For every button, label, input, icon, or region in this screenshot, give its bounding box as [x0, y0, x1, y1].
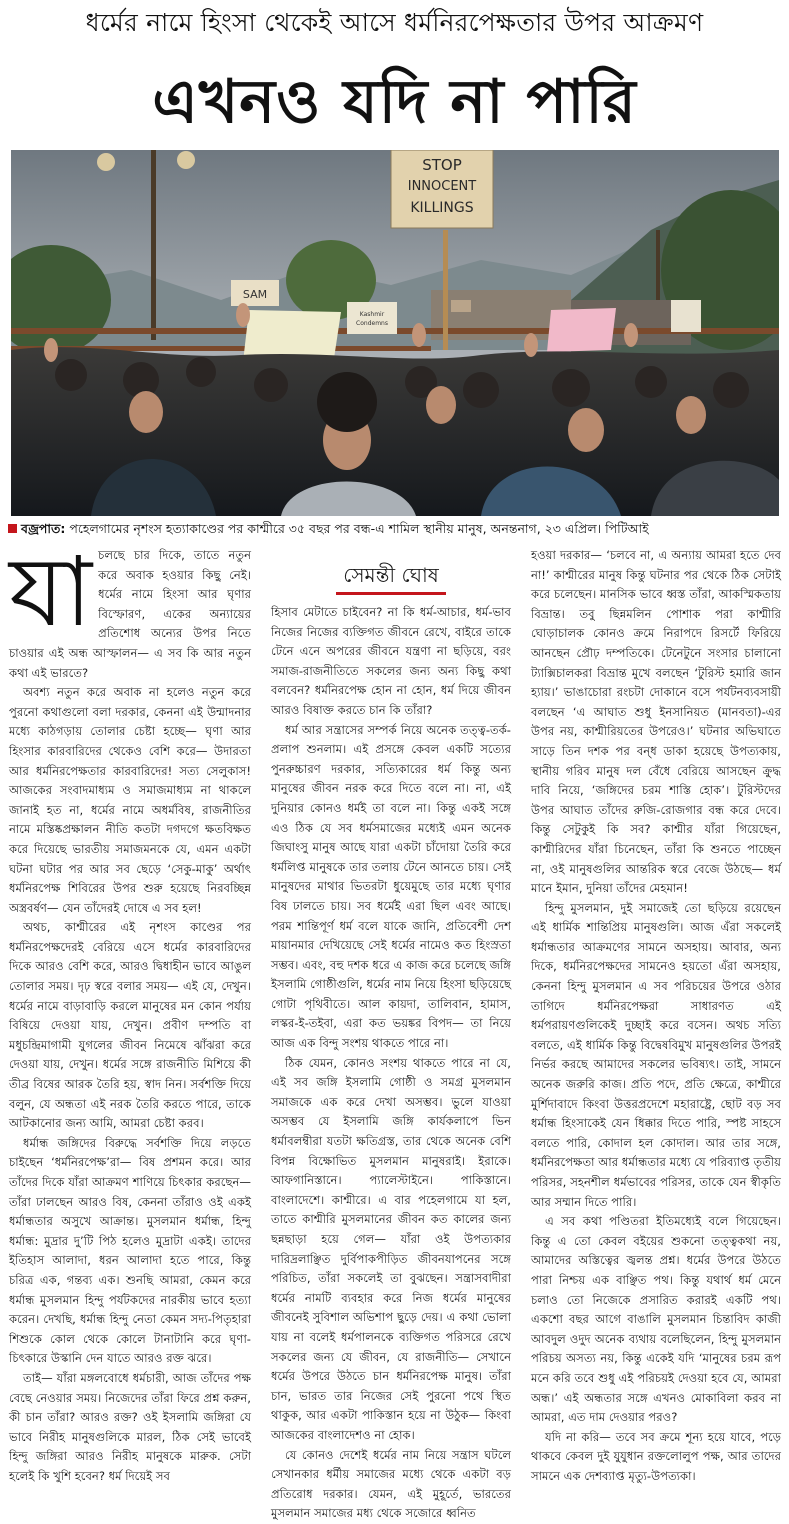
paragraph: অথচ, কাশ্মীরের এই নৃশংস কাণ্ডের পর ধর্মনিরপেক্ষদেরই বেরিয়ে এসে ধর্মের কারবারিদের দিকে আরও বেশি করে, আরও দ্বিধাহীন ভাবে আঙুল তোলার সময়। দৃঢ় স্বরে বলার সময়— এই যে, দেখুন। ধর্মের নামে বাড়াবাড়ি করলে মানুষের মন কোন পর্যায় বিষিয়ে দেওয়া যায়, দেখুন। প্রবীণ দম্পতি বা মধুচন্দ্রিমাগামী যুগলের জীবন নিমেষে ঝাঁঝরা করে দেওয়া যায়, দেখুন। ধর্মের সঙ্গে রাজনীতি মিশিয়ে কী তীব্র বিষের আরক তৈরি হয়, স্বাদ নিন। সর্বশক্তি দিয়ে বলুন, যে অন্ধতা এই নরক তৈরি করতে পারে, তাকে আটকানোর জন্য আমি, আমরা চেষ্টা করব।	[9, 920, 251, 1131]
paragraph: যে কোনও দেশেই ধর্মের নাম নিয়ে সন্ত্রাস ঘটলে সেখানকার ধর্মীয় সমাজের মধ্যে থেকে একটা বড় প্রতিরোধ দরকার। যেমন, এই মুহূর্তে, ভারতের মুসলমান সমাজের মধ্য থেকে সজোরে ধ্বনিত	[271, 1447, 511, 1521]
paragraph: হিসাব মেটাতে চাইবেন? না কি ধর্ম-আচার, ধর্ম-ভাব নিজের নিজের ব্যক্তিগত জীবনে রেখে, বাইরে তাকে টেনে এনে অপরের জীবনে যন্ত্রণা না ছড়িয়ে, বরং সমাজ-রাজনীতিতে সকলের জন্য অন্য কিছু কথা বলবেন? ধর্মনিরপেক্ষ হোন না হোন, ধর্ম দিয়ে জীবন আরও বিষাক্ত করতে চান কি তাঁরা?	[271, 605, 511, 717]
paragraph: ঠিক যেমন, কোনও সংশয় থাকতে পারে না যে, এই সব জঙ্গি ইসলামি গোষ্ঠী ও সমগ্র মুসলমান সমাজকে এক করে দেখা অসম্ভব। ভুলে যাওয়া অসম্ভব যে ইসলামি জঙ্গি কার্যকলাপে ভিন ধর্মাবলম্বীরা যতটা ক্ষতিগ্রস্ত, তার থেকে অনেক বেশি বিপন্ন বিক্ষোভিত মুসলমান মানুষরাই। ইরাকে। আফগানিস্তানে। প্যালেস্টাইনে। পাকিস্তানে। বাংলাদেশে। কাশ্মীরে। এ বার পহেলগামে যা হল, তাতে কাশ্মীরি মুসলমানের জীবন কত কালের জন্য ছন্নছাড়া হয়ে গেল— যাঁরা ওই উপত্যকার দারিদ্রলাঞ্ছিত দুর্বিপাকপীড়িত জীবনযাপনের সঙ্গে পরিচিত, তাঁরা সকলেই তা বুঝছেন। সন্ত্রাসবাদীরা ধর্মের নামটি ব্যবহার করে নিজ ধর্মের মানুষের জীবনেই সুবিশাল অভিশাপ ছুড়ে দেয়। এ কথা ভোলা যায় না বলেই ধর্মপালনকে ব্যক্তিগত পরিসরে রেখে সকলের জন্য যে জীবন, যে রাজনীতি— সেখানে ধর্মের উপরে উঠতে চান ধর্মনিরপেক্ষ মানুষ। তাঁরা চান, ভারত তার নিজের সেই পুরনো পথে স্থিত থাকুক, আর একটা পাকিস্তান হয়ে না উঠুক— কিংবা আজকের বাংলাদেশও না হোক।	[271, 1055, 511, 1442]
headline: এখনও যদি না পারি	[152, 67, 637, 137]
svg-text:SAM: SAM	[242, 288, 268, 301]
paragraph: এ সব কথা পণ্ডিতরা ইতিমধ্যেই বলে গিয়েছেন। কিন্তু এ তো কেবল বইয়ের শুকনো তত্ত্বকথা নয়, আমাদের অস্তিত্বের জ্বলন্ত প্রশ্ন। ধর্মের উপরে উঠতে পারা নিশ্চয় এক বাঞ্ছিত পথ। কিন্তু যথার্থ ধর্ম মেনে চলাও তো নিজেকে প্রসারিত করারই একটি পথ। একশো বছর আগে বাঙালি মুসলমান চিন্তাবিদ কাজী আবদুল ওদুদ অনেক ব্যথায় বলেছিলেন, হিন্দু মুসলমান পরিচয় অসত্য নয়, কিন্তু একেই যদি ‘মানুষের চরম রূপ মনে করি তবে শুধু এই পরিচয়ই দেওয়া হবে যে, আমরা অন্ধ।’ এই অন্ধতার সঙ্গে এখনও মোকাবিলা করব না আমরা, এত দাম দেওয়ার পরও?	[531, 1214, 781, 1425]
photo-caption	[8, 520, 783, 538]
byline-rule	[336, 592, 446, 595]
caption-lead: বজ্রপাত:	[21, 521, 66, 536]
svg-text:Condemns: Condemns	[356, 320, 388, 327]
article-column-3	[531, 546, 781, 1487]
paragraph: হওয়া দরকার— ‘চলবে না, এ অন্যায় আমরা হতে দেব না!’ কাশ্মীরের মানুষ কিন্তু ঘটনার পর থেকে ঠিক সেটাই করে চলেছেন। মানসিক ভাবে ধ্বস্ত তাঁরা, আকস্মিকতায় বিভ্রান্ত। তবু ছিন্নমলিন পোশাক পরা কাশ্মীরি ঘোড়াচালক কোনও ক্রমে নিরাপদে রিসর্টে ফিরিয়ে আনছেন প্রৌঢ় দম্পতিকে। টেনেটুনে সংসার চালানো ট্যাক্সিচালকরা বিভ্রান্ত মুখে বলছেন ‘টুরিস্ট হমারি জান হ্যায়।’ ভাঙাচোরা রংচটা দোকানে বসে পর্যটনব্যবসায়ী বলছেন ‘এ আঘাত শুধু ইনসানিয়ত (মানবতা)-এর উপর নয়, কাশ্মীরিয়তের উপরেও।’ ঘটনার অভিঘাতে সাড়ে তিন দশক পর বন্‌ধ ডাকা হয়েছে উপত্যকায়, স্থানীয় গরিব মানুষ দল বেঁধে বেরিয়ে আসছেন ক্রুদ্ধ দাবি নিয়ে, ‘জঙ্গিদের চরম শাস্তি হোক’। টুরিস্টদের উপর আঘাত তাঁদের রুজি-রোজগার বন্ধ করে দেবে। কিন্তু সেটুকুই কি সব? কাশ্মীর যাঁরা গিয়েছেন, কাশ্মীরিদের যাঁরা চিনেছেন, তাঁরা কি শুনতে পাচ্ছেন না, ওই মানুষগুলির আন্তরিক স্বরে বেজে উঠছে— ধর্ম মানে ইমান, দুনিয়া তাঁদের মেহমান!	[531, 548, 781, 896]
paragraph: হিন্দু মুসলমান, দুই সমাজেই তো ছড়িয়ে রয়েছেন এই ধার্মিক শান্তিপ্রিয় মানুষগুলি। আজ এঁরা সকলেই ধর্মান্ধতার আক্রমণের সামনে অসহায়। আবার, অন্য দিকে, ধর্মনিরপেক্ষদের সামনেও হয়তো এঁরা অসহায়, কেননা হিন্দু মুসলমান এ সব পরিচয়ের উপরে ওঠার তাগিদে ধর্মনিরপেক্ষরা সাধারণত এই ধর্মপরায়ণগুলিকেই দুচ্ছাই করে বসেন। অথচ সত্যি বলতে, এই ধার্মিক কিন্তু বিদ্বেষবিমুখ মানুষগুলির উপরই নির্ভর করছে আমাদের সকলের ভবিষ্যৎ। তাই, সামনে অনেক জরুরি কাজ। প্রতি পদে, প্রতি ক্ষেত্রে, কাশ্মীরে মুর্শিদাবাদে কিংবা উত্তরপ্রদেশে মহারাষ্ট্রে, ছোট বড় সব ধর্মান্ধ হিংসাকেই যেন ধিক্কার দিতে পারি, স্পষ্ট সাহসে বলতে পারি, কোদাল হল কোদাল। আর তার সঙ্গে, ধর্মনিরপেক্ষতা আর ধর্মান্ধতার মধ্যে যে পরিব্যাপ্ত তৃতীয় পরিসর, সহনশীল ধর্মভাবের পরিসর, তাকে যেন স্বীকৃতি আর সম্মান দিতে পারি।	[531, 900, 781, 1209]
svg-text:STOP: STOP	[422, 156, 462, 174]
caption-text: পহেলগামের নৃশংস হত্যাকাণ্ডের পর কাশ্মীরে ৩৫ বছর পর বন্ধ-এ শামিল স্থানীয় মানুষ, অনন্তনাগ, ২৩ এপ্রিল।	[65, 521, 606, 536]
paragraph: চলছে চার দিকে, তাতে নতুন করে অবাক হওয়ার কিছু নেই। ধর্মের নামে হিংসা আর ঘৃণার বিস্ফোরণ, একের অন্যায়ের প্রতিশোধ অন্যের উপর নিতে চাওয়ার এই অন্ধ আস্ফালন— এ সব কি আর নতুন কথা এই ভারতে?	[9, 548, 251, 680]
protest-photo	[11, 150, 779, 516]
paragraph: তাই— যাঁরা মঙ্গলবোধে ধর্মচারী, আজ তাঁদের পক্ষ বেছে নেওয়ার সময়। নিজেদের তাঁরা ফিরে প্রশ্ন করুন, কী চান তাঁরা? আরও রক্ত? ওই ইসলামি জঙ্গিরা যে ভাবে নিরীহ মানুষগুলিকে মারল, ঠিক সেই ভাবেই হিন্দু জঙ্গিরা আরও নিরীহ মানুষকে মারুক. সেটা হলেই কি খুশি হবেন? ধর্ম দিয়েই সব	[9, 1370, 251, 1483]
byline: সেমন্তী ঘোষ	[343, 563, 439, 587]
svg-text:KILLINGS: KILLINGS	[410, 200, 474, 216]
kicker: ধর্মের নামে হিংসা থেকেই আসে ধর্মনিরপেক্ষতার উপর আক্রমণ	[85, 8, 704, 37]
caption-marker	[8, 524, 17, 533]
paragraph: যদি না করি— তবে সব ক্রমে শূন্য হয়ে যাবে, পড়ে থাকবে কেবল দুই যুযুধান রক্তলোলুপ পক্ষ, আর তাদের সামনে এক দেশব্যাপ্ত মৃত্যু-উপত্যকা।	[531, 1429, 781, 1483]
paragraph: ধর্ম আর সন্ত্রাসের সম্পর্ক নিয়ে অনেক তত্ত্ব-তর্ক-প্রলাপ শুনলাম। এই প্রসঙ্গে কেবল একটি সত্যের পুনরুচ্চারণ দরকার, সত্যিকারের ধর্ম কিন্তু অন্য মানুষের জীবন নরক করে দিতে বলে না। না, এই দুনিয়ার কোনও ধর্মই তা বলে না। কিন্তু একই সঙ্গে এও ঠিক যে সব ধর্মসমাজের মধ্যেই এমন অনেক জিঘাংসু মানুষ আছে যারা একটা চাঁদোয়া তৈরি করে ধর্মলিপ্ত মানুষকে তার তলায় টেনে আনতে চায়। সেই মানুষদের মাথার ভিতরটা ধুয়েমুছে তার মধ্যে ঘৃণার বিষ ঢালতে চায়। সব ধর্মেই এরা ছিল এবং আছে। পরম শান্তিপূর্ণ ধর্ম বলে যাকে জানি, প্রতিবেশী দেশ মায়ানমার দেখিয়েছে সেই ধর্মের নামেও কত হিংস্রতা সম্ভব। এবং, বহু দশক ধরে এ কাজ করে চলেছে জঙ্গি ইসলামি গোষ্ঠীগুলি, ধর্মের নাম নিয়ে হিংসা ছড়িয়েছে গোটা পৃথিবীতে। আল কায়দা, তালিবান, হামাস, লস্কর-ই-তইবা, এরা কত ভয়ঙ্কর বিপদ— তা নিয়ে আজ এক বিন্দু সংশয় থাকতে পারে না।	[271, 722, 511, 1051]
dropcap: যা	[9, 536, 93, 648]
caption-credit: পিটিআই	[605, 521, 649, 536]
paragraph: অবশ্য নতুন করে অবাক না হলেও নতুন করে পুরনো কথাগুলো বলা দরকার, কেননা এই উন্মাদনার মধ্যে কাঠগড়ায় তোলার চেষ্টা হচ্ছে— ঘৃণা আর হিংসার কারবারিদের থেকেও বেশি করে— উদারতা আর ধর্মনিরপেক্ষতার কারবারিদের! সত্য সেলুকাস! আজকের সংবাদমাধ্যম ও সমাজমাধ্যম না থাকলে জানাই হত না, ধর্মের নামে অধর্মবিষ, রাজনীতির নামে মস্তিষ্কপ্রক্ষালন নীতি কতটা দগদগে ক্ষতবিক্ষত করে দিয়েছে ভারতীয় সমাজমনকে যে, এমন একটা ঘটনা ঘটার পর আর সব ছেড়ে ‘সেকু-মাকু’ অর্থাৎ ধর্মনিরপেক্ষ শিবিরের উপর শুরু হয়েছে নিরবচ্ছিন্ন অস্ত্রবর্ষণ— যেন তাঁদেরই দোষে এ সব হল!	[9, 685, 251, 915]
paragraph: ধর্মান্ধ জঙ্গিদের বিরুদ্ধে সর্বশক্তি দিয়ে লড়তে চাইছেন ‘ধর্মনিরপেক্ষ’রা— বিষ প্রশমন করে। আর তাঁদের দিকে যাঁরা আক্রমণ শাণিয়ে চিৎকার করছেন— তাঁরা ঢালছেন আরও বিষ, কেননা তাঁরাও ওই একই ধর্মান্ধতার অসুখে আক্রান্ত। মুসলমান ধর্মান্ধ, হিন্দু ধর্মান্ধ: মুদ্রার দু’টি পিঠ হলেও মুদ্রাটা একই। তাদের ইতিহাস আলাদা, ধরন আলাদা হতে পারে, কিন্তু চরিত্র এক, গন্তব্য এক। শুনছি আমরা, কেমন করে ধর্মান্ধ মুসলমান হিন্দু পর্যটকদের নারকীয় ভাবে হত্যা করেন। দেখছি, ধর্মান্ধ হিন্দু নেতা কেমন সদ্য-পিতৃহারা শিশুকে কোল থেকে কোলে টানাটানি করে ঘৃণা-চিৎকারে উস্কানি দেন যাতে আরও রক্ত ঝরে।	[9, 1135, 251, 1366]
article-column-1	[9, 536, 251, 1487]
article-column-2	[271, 546, 511, 1524]
svg-text:INNOCENT: INNOCENT	[407, 179, 477, 194]
svg-text:Kashmir: Kashmir	[359, 311, 385, 318]
